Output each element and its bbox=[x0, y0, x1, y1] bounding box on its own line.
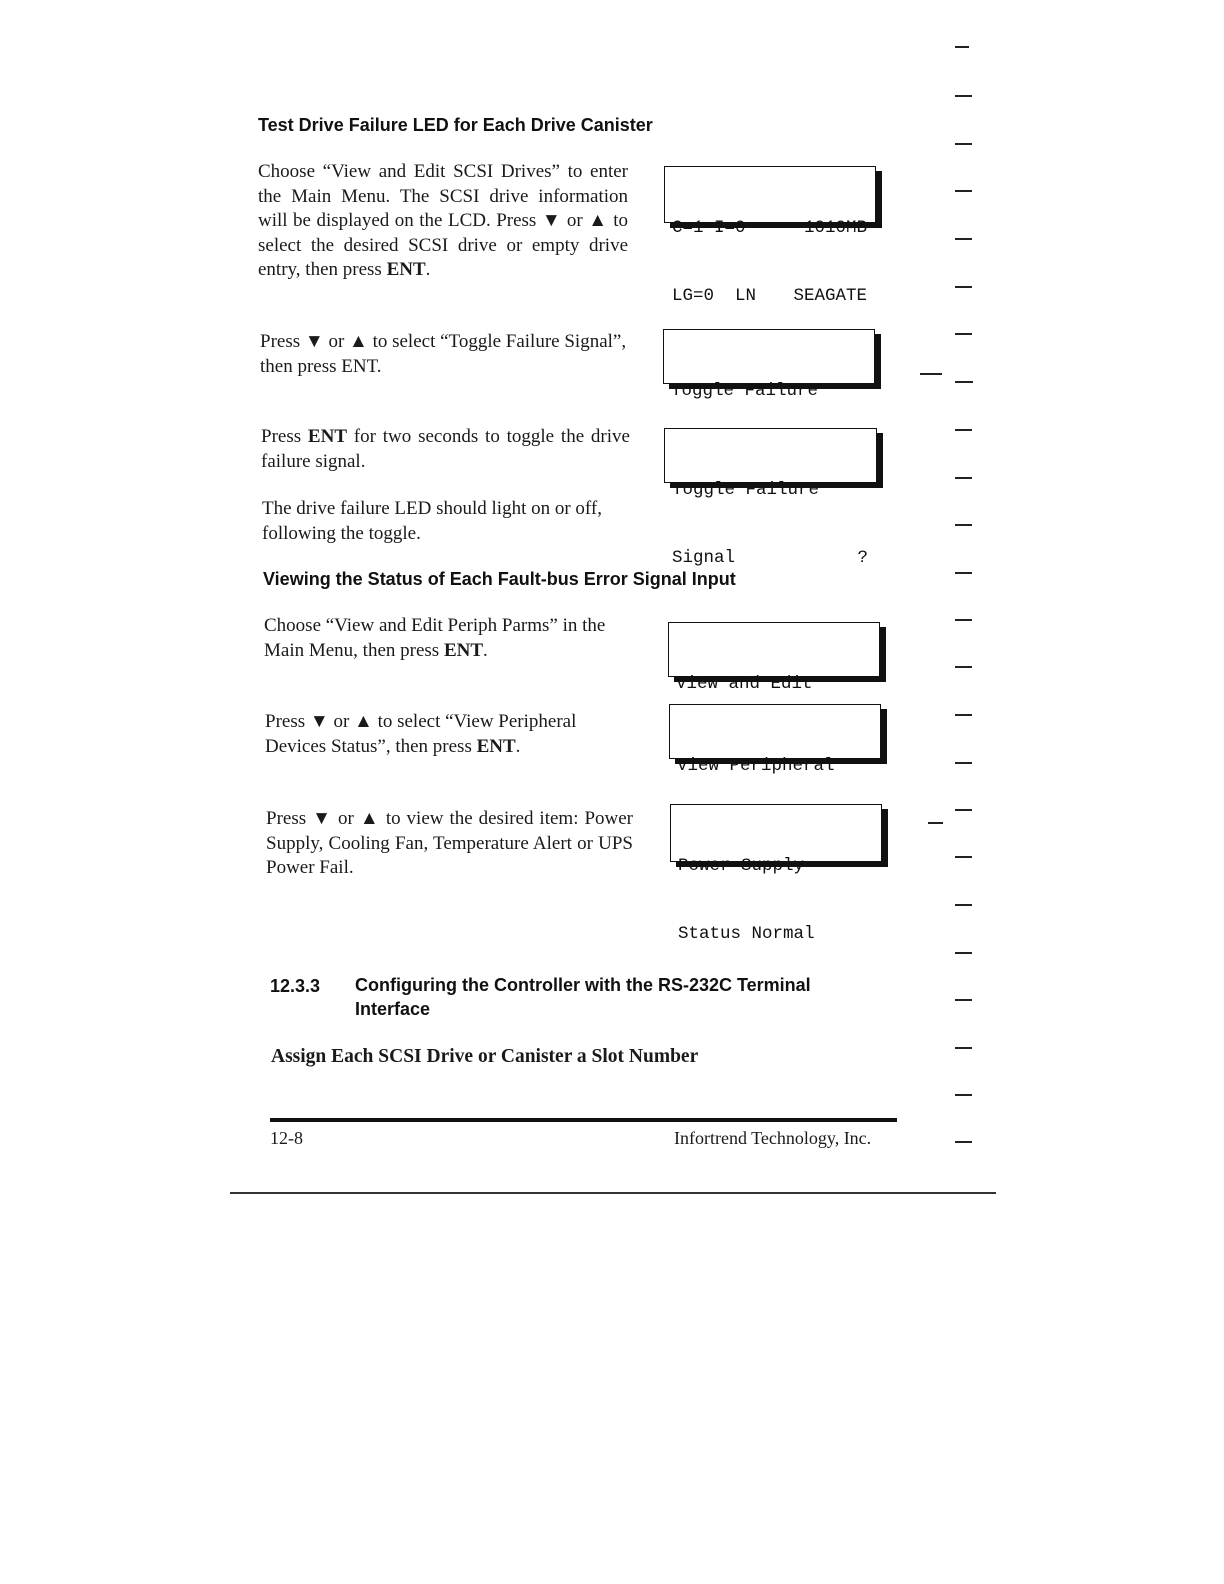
margin-mark bbox=[955, 762, 972, 764]
section-title-rs232c: Configuring the Controller with the RS-232C Terminal Interface bbox=[355, 975, 811, 1019]
margin-mark bbox=[955, 95, 972, 97]
margin-mark bbox=[955, 190, 972, 192]
lcd-power-supply-status: Power Supply Status Normal bbox=[670, 804, 882, 862]
margin-mark bbox=[955, 714, 972, 716]
paragraph-view-desired-item: Press ▼ or ▲ to view the desired item: Power Supply, Cooling Fan, Temperature Alert or UPS Power Fail. bbox=[266, 808, 633, 878]
margin-mark bbox=[955, 381, 973, 383]
margin-mark bbox=[955, 524, 972, 526]
margin-mark bbox=[955, 46, 969, 48]
margin-mark bbox=[955, 477, 972, 479]
down-arrow-icon: ▼ bbox=[309, 711, 329, 732]
margin-mark bbox=[955, 572, 972, 574]
footer-rule bbox=[270, 1118, 897, 1122]
margin-mark bbox=[955, 619, 972, 621]
margin-mark bbox=[955, 809, 972, 811]
margin-mark bbox=[955, 1047, 972, 1049]
margin-mark bbox=[955, 238, 972, 240]
scan-bottom-line bbox=[230, 1192, 996, 1194]
up-arrow-icon: ▲ bbox=[359, 808, 380, 829]
margin-mark bbox=[955, 429, 972, 431]
margin-mark bbox=[955, 143, 972, 145]
subheading-assign-slot-number: Assign Each SCSI Drive or Canister a Slot Number bbox=[271, 1046, 699, 1067]
lcd-toggle-failure-signal: Toggle Failure bbox=[663, 329, 875, 384]
section-number: 12.3.3 bbox=[270, 976, 321, 996]
up-arrow-icon: ▲ bbox=[354, 711, 373, 732]
paragraph-choose-scsi-drives: Choose “View and Edit SCSI Drives” to enter the Main Menu. The SCSI drive information will be displayed on the LCD. Press ▼ or ▲ to select the desired SCSI drive or empty drive entry, then press ENT. bbox=[258, 161, 629, 280]
margin-mark bbox=[955, 1141, 972, 1143]
down-arrow-icon: ▼ bbox=[541, 210, 562, 231]
margin-mark bbox=[955, 856, 972, 858]
up-arrow-icon: ▲ bbox=[349, 331, 368, 352]
paragraph-led-note: The drive failure LED should light on or off, following the toggle. bbox=[262, 498, 602, 544]
margin-mark bbox=[955, 999, 972, 1001]
margin-mark bbox=[955, 666, 972, 668]
footer-company: Infortrend Technology, Inc. bbox=[674, 1128, 872, 1148]
margin-mark bbox=[920, 373, 942, 375]
section-heading-test-drive-failure: Test Drive Failure LED for Each Drive Canister bbox=[258, 115, 653, 135]
paragraph-select-peripheral-status: Press ▼ or ▲ to select “View Peripheral Devices Status”, then press ENT. bbox=[265, 711, 577, 757]
paragraph-select-toggle-failure: Press ▼ or ▲ to select “Toggle Failure Signal”, then press ENT. bbox=[260, 331, 627, 377]
section-heading-fault-bus-status: Viewing the Status of Each Fault-bus Error Signal Input bbox=[263, 569, 736, 589]
lcd-scsi-drive-info: C=1 I=0 1010MB LG=0 LN SEAGATE bbox=[664, 166, 876, 223]
margin-mark bbox=[955, 286, 972, 288]
paragraph-choose-periph-parms: Choose “View and Edit Periph Parms” in the Main Menu, then press ENT. bbox=[264, 615, 606, 661]
down-arrow-icon: ▼ bbox=[304, 331, 324, 352]
paragraph-press-ent-toggle: Press ENT for two seconds to toggle the drive failure signal. bbox=[261, 426, 630, 472]
margin-mark bbox=[955, 1094, 972, 1096]
lcd-view-peripheral-devices-status: View Peripheral bbox=[669, 704, 881, 759]
margin-mark bbox=[928, 822, 943, 824]
down-arrow-icon: ▼ bbox=[312, 808, 333, 829]
lcd-toggle-failure-confirm: Toggle Failure Signal ? bbox=[664, 428, 877, 483]
margin-mark bbox=[955, 952, 972, 954]
up-arrow-icon: ▲ bbox=[588, 210, 608, 231]
margin-mark bbox=[955, 333, 972, 335]
page-number: 12-8 bbox=[270, 1128, 303, 1148]
lcd-view-edit-periph-parms: View and Edit bbox=[668, 622, 880, 677]
margin-mark bbox=[955, 904, 972, 906]
